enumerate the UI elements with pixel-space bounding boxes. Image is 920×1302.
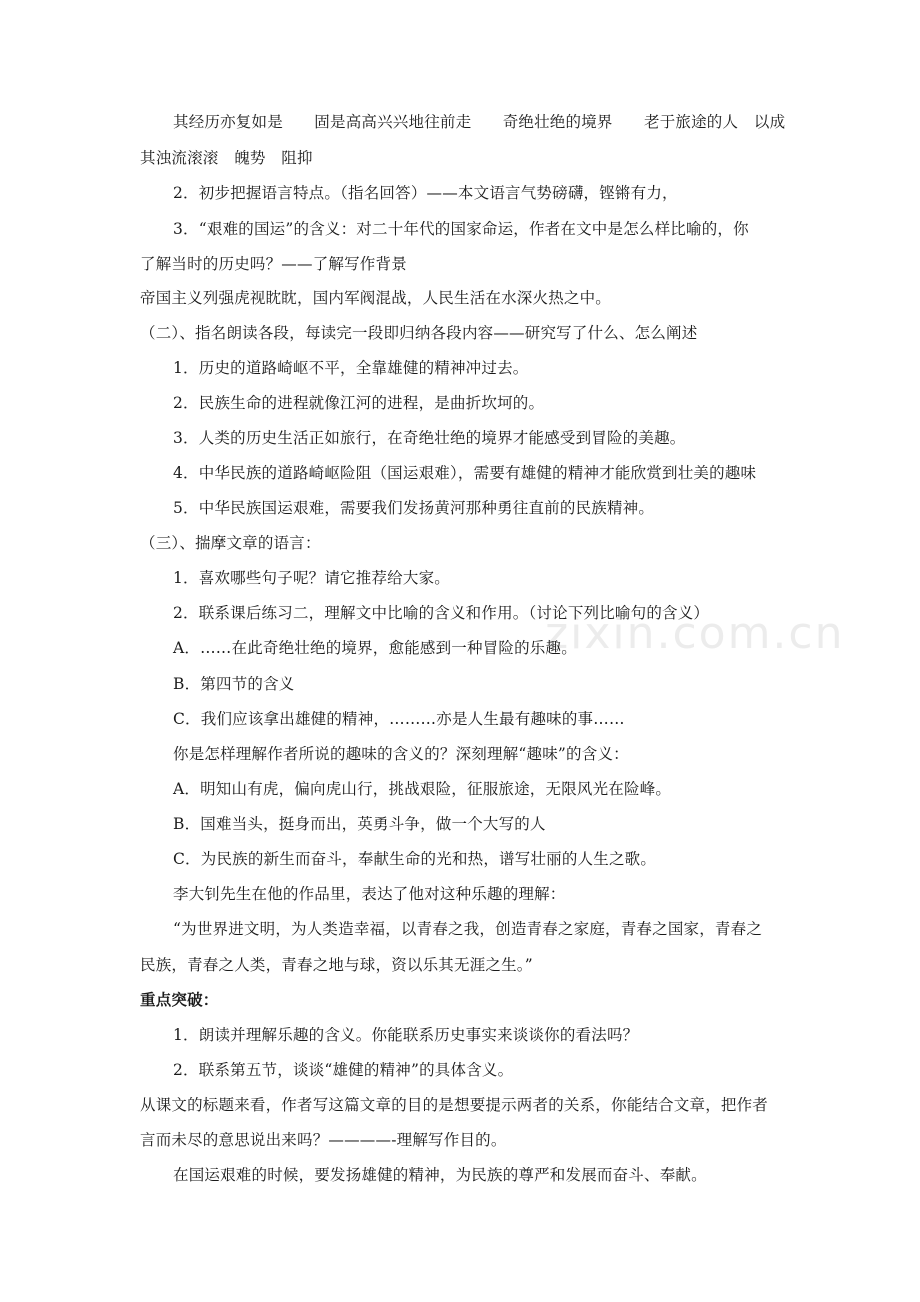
list-item: A．……在此奇绝壮绝的境界，愈能感到一种冒险的乐趣。 [173,639,577,657]
list-item: B．第四节的含义 [173,675,295,693]
text-line: 其浊流滚滚 魄势 阻抑 [140,149,313,167]
quote-line: 民族，青春之人类，青春之地与球，资以乐其无涯之生。” [140,956,533,974]
list-item: 2．民族生命的进程就像江河的进程，是曲折坎坷的。 [173,394,545,412]
list-item: 2．联系课后练习二，理解文中比喻的含义和作用。（讨论下列比喻句的含义） [173,604,710,622]
text-line: 了解当时的历史吗？——了解写作背景 [140,255,407,273]
list-item: 3．人类的历史生活正如旅行，在奇绝壮绝的境界才能感受到冒险的美趣。 [173,429,686,447]
list-item: 1．喜欢哪些句子呢？请它推荐给大家。 [173,569,450,587]
text-line: 你是怎样理解作者所说的趣味的含义的？深刻理解“趣味”的含义： [173,745,629,763]
text-line: 其经历亦复如是 固是高高兴兴地往前走 奇绝壮绝的境界 老于旅途的人 以成 [173,113,786,131]
list-item: C．我们应该拿出雄健的精神，………亦是人生最有趣味的事…… [173,710,625,728]
list-item: 5．中华民族国运艰难，需要我们发扬黄河那种勇往直前的民族精神。 [173,499,655,517]
section-heading: 重点突破： [140,991,219,1009]
text-line: 在国运艰难的时候，要发扬雄健的精神，为民族的尊严和发展而奋斗、奉献。 [173,1166,707,1184]
list-item: 4．中华民族的道路崎岖险阻（国运艰难），需要有雄健的精神才能欣赏到壮美的趣味 [173,464,757,482]
list-item: A．明知山有虎，偏向虎山行，挑战艰险，征服旅途，无限风光在险峰。 [173,780,672,798]
list-item: 1．历史的道路崎岖不平，全靠雄健的精神冲过去。 [173,359,529,377]
watermark: zixin.com.cn [545,608,845,659]
text-line: 3．“艰难的国运”的含义：对二十年代的国家命运，作者在文中是怎么样比喻的，你 [173,220,749,238]
text-line: 言而未尽的意思说出来吗？————-理解写作目的。 [140,1131,507,1149]
list-item: B．国难当头，挺身而出，英勇斗争，做一个大写的人 [173,815,546,833]
section-heading: （二）、指名朗读各段，每读完一段即归纳各段内容——研究写了什么、怎么阐述 [140,324,698,342]
text-line: 从课文的标题来看，作者写这篇文章的目的是想要提示两者的关系，你能结合文章，把作者 [140,1096,769,1114]
list-item: C．为民族的新生而奋斗，奉献生命的光和热，谱写壮丽的人生之歌。 [173,850,657,868]
list-item: 1．朗读并理解乐趣的含义。你能联系历史事实来谈谈你的看法吗？ [173,1026,639,1044]
text-line: 2．初步把握语言特点。（指名回答）——本文语言气势磅礴，铿锵有力， [173,184,678,202]
text-line: 帝国主义列强虎视眈眈，国内军阀混战，人民生活在水深火热之中。 [140,289,612,307]
list-item: 2．联系第五节，谈谈“雄健的精神”的具体含义。 [173,1061,514,1079]
text-line: 李大钊先生在他的作品里，表达了他对这种乐趣的理解： [173,885,566,903]
quote-line: “为世界进文明，为人类造幸福，以青春之我，创造青春之家庭，青春之国家，青春之 [173,920,763,938]
section-heading: （三）、揣摩文章的语言： [140,534,321,552]
